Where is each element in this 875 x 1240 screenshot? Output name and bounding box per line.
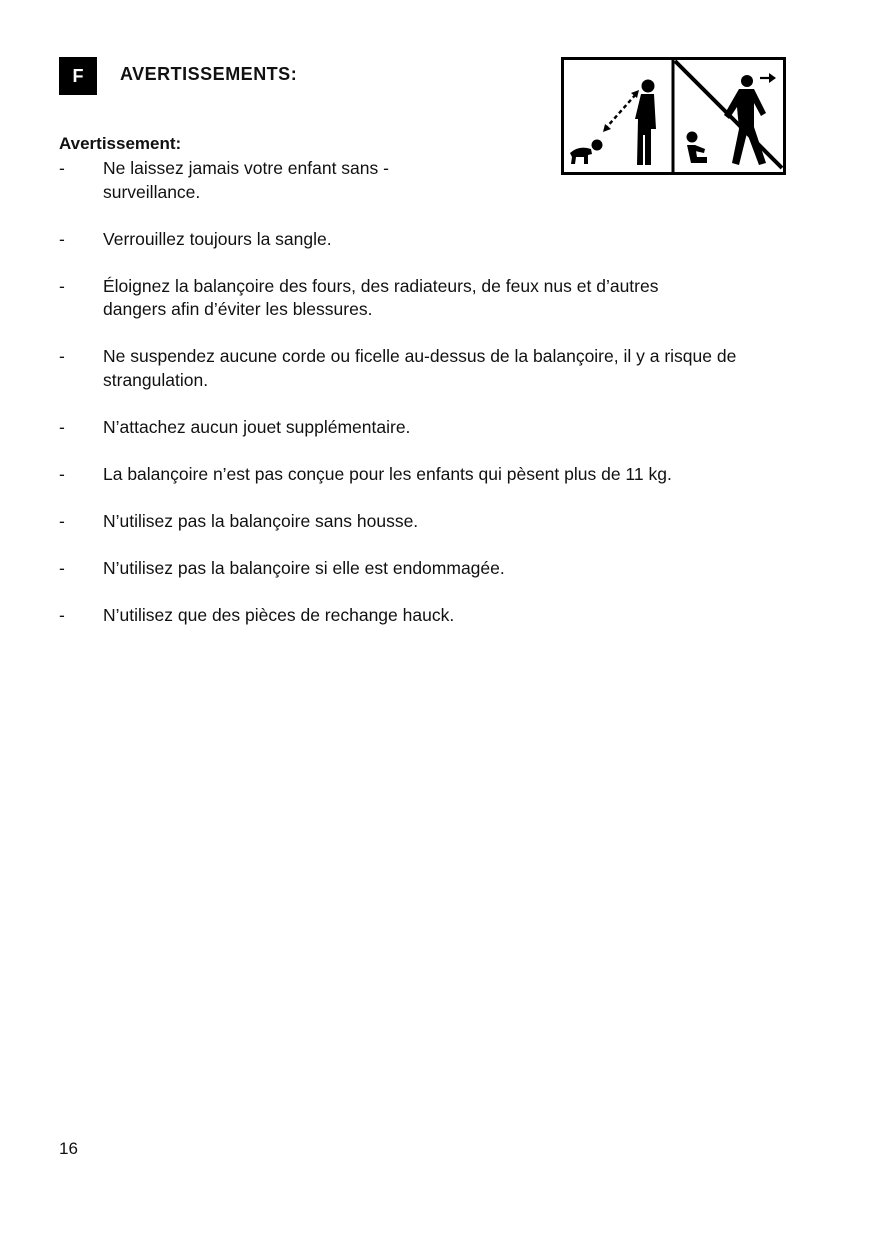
warning-item (59, 557, 759, 581)
warning-item (59, 275, 759, 322)
warning-item (59, 157, 759, 204)
warning-text: N’utilisez pas la balançoire si elle est endommagée. (103, 557, 505, 578)
page-title: AVERTISSEMENTS: (120, 64, 298, 84)
warning-text: N’utilisez que des pièces de rechange hauck. (103, 604, 455, 625)
warning-text: Éloignez la balançoire des fours, des radiateurs, de feux nus et d’autres dangers afin d’éviter les blessures. (103, 275, 659, 319)
list-dash: - (59, 346, 65, 366)
warning-text: N’attachez aucun jouet supplémentaire. (103, 416, 411, 437)
warning-text: Ne laissez jamais votre enfant sans - surveillance. (103, 158, 389, 202)
list-dash: - (59, 275, 65, 296)
list-dash: - (59, 510, 65, 531)
warning-item (59, 463, 759, 487)
warnings-heading: Avertissement: (59, 134, 182, 153)
warning-text: N’utilisez pas la balançoire sans housse. (103, 510, 419, 531)
warning-text: Ne suspendez aucune corde ou ficelle au-dessus de la balançoire, il y a risque de strangulation. (103, 346, 737, 390)
list-dash: - (59, 228, 65, 249)
list-dash: - (59, 463, 65, 484)
warning-item (59, 604, 759, 628)
list-dash: - (59, 557, 65, 578)
list-dash: - (59, 604, 65, 625)
language-badge: F (59, 57, 97, 95)
list-dash: - (59, 158, 65, 178)
warning-item (59, 510, 759, 534)
warning-text: Verrouillez toujours la sangle. (103, 228, 332, 249)
warning-item (59, 416, 759, 440)
warning-item (59, 345, 759, 392)
warning-text: La balançoire n’est pas conçue pour les enfants qui pèsent plus de 11 kg. (103, 463, 672, 484)
page-number: 16 (59, 1139, 78, 1158)
warning-item (59, 228, 759, 252)
list-dash: - (59, 416, 65, 437)
warning-list (59, 157, 759, 651)
